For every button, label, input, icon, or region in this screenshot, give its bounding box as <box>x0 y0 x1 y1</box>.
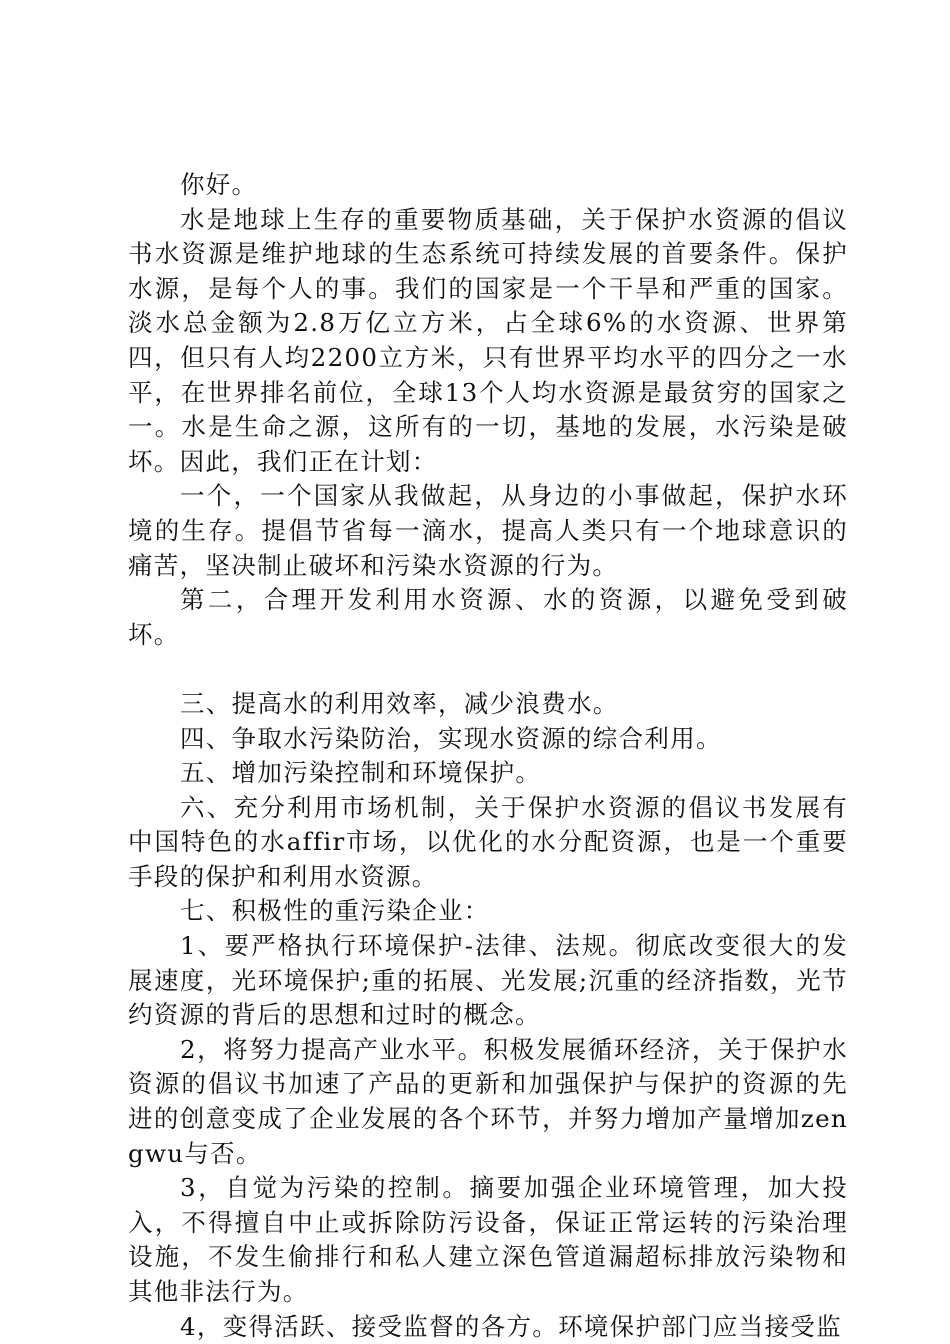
document-body <box>128 168 848 1344</box>
point-six-paragraph: 六、充分利用市场机制，关于保护水资源的倡议书发展有中国特色的水affir市场，以优化的水分配资源，也是一个重要手段的保护和利用水资源。 <box>128 792 848 891</box>
intro-paragraph: 水是地球上生存的重要物质基础，关于保护水资源的倡议书水资源是维护地球的生态系统可持续发展的首要条件。保护水源，是每个人的事。我们的国家是一个干旱和严重的国家。淡水总金额为2.8万亿立方米，占全球6%的水资源、世界第四，但只有人均2200立方米，只有世界平均水平的四分之一水平，在世界排名前位，全球13个人均水资源是最贫穷的国家之一。水是生命之源，这所有的一切，基地的发展，水污染是破坏。因此，我们正在计划： <box>128 204 848 476</box>
point-seven-heading: 七、积极性的重污染企业： <box>180 896 490 926</box>
point-two-paragraph: 第二，合理开发利用水资源、水的资源，以避免受到破坏。 <box>128 585 848 649</box>
point-one-paragraph: 一个，一个国家从我做起，从身边的小事做起，保护水环境的生存。提倡节省每一滴水，提高人类只有一个地球意识的痛苦，坚决制止破坏和污染水资源的行为。 <box>128 481 848 580</box>
subpoint-one-paragraph: 1、要严格执行环境保护-法律、法规。彻底改变很大的发展速度，光环境保护;重的拓展、光发展;沉重的经济指数，光节约资源的背后的思想和过时的概念。 <box>128 931 848 1030</box>
point-five-paragraph: 五、增加污染控制和环境保护。 <box>180 758 542 788</box>
subpoint-two-paragraph: 2，将努力提高产业水平。积极发展循环经济，关于保护水资源的倡议书加速了产品的更新和加强保护与保护的资源的先进的创意变成了企业发展的各个环节，并努力增加产量增加zengwu与否。 <box>128 1034 848 1168</box>
point-four-paragraph: 四、争取水污染防治，实现水资源的综合利用。 <box>180 723 722 753</box>
subpoint-four-paragraph: 4，变得活跃、接受监督的各方。环境保护部门应当接受监 <box>180 1311 842 1341</box>
greeting-paragraph: 你好。 <box>180 170 258 199</box>
subpoint-three-paragraph: 3，自觉为污染的控制。摘要加强企业环境管理，加大投入，不得擅自中止或拆除防污设备，保证正常运转的污染治理设施，不发生偷排行和私人建立深色管道漏超标排放污染物和其他非法行为。 <box>128 1173 848 1306</box>
point-three-paragraph: 三、提高水的利用效率，减少浪费水。 <box>180 688 619 718</box>
